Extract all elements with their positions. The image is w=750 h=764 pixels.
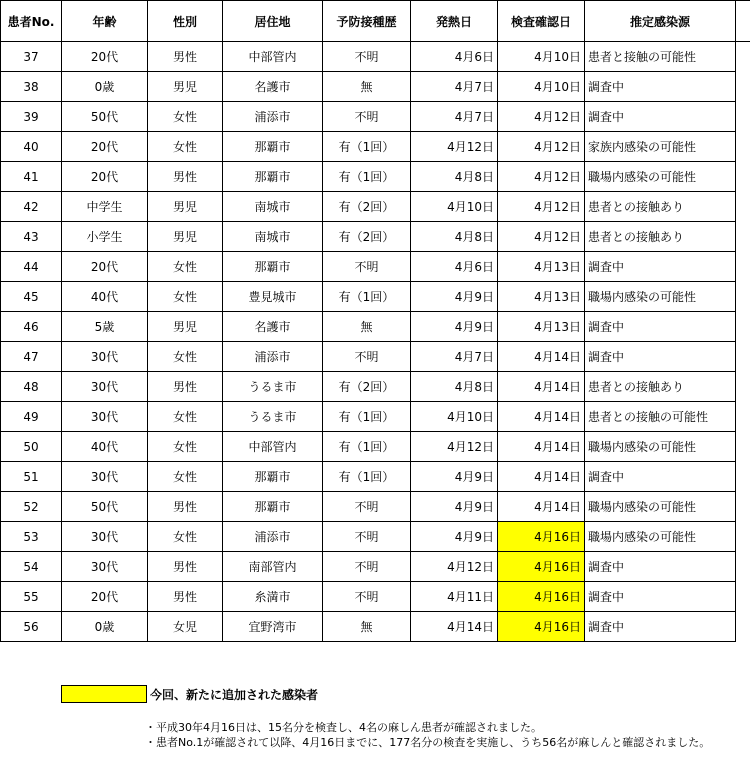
cell-fever-date: 4月7日 <box>411 72 498 102</box>
cell-infection-source: 調査中 <box>585 552 736 582</box>
cell-fever-date: 4月11日 <box>411 582 498 612</box>
table-row <box>1 132 750 162</box>
cell-residence: 南城市 <box>223 192 323 222</box>
cell-blank <box>736 282 750 312</box>
cell-confirm-date: 4月12日 <box>498 192 585 222</box>
footnote-2: ・患者No.1が確認されて以降、4月16日までに、177名分の検査を実施し、うち56名が麻しんと確認されました。 <box>145 736 711 749</box>
cell-blank <box>736 582 750 612</box>
cell-vaccination: 不明 <box>323 552 411 582</box>
cell-age: 0歳 <box>62 72 148 102</box>
cell-infection-source: 職場内感染の可能性 <box>585 492 736 522</box>
cell-age: 50代 <box>62 102 148 132</box>
cell-patient-no: 51 <box>1 462 62 492</box>
cell-sex: 女性 <box>148 282 223 312</box>
cell-fever-date: 4月8日 <box>411 372 498 402</box>
cell-vaccination: 無 <box>323 612 411 642</box>
cell-age: 小学生 <box>62 222 148 252</box>
cell-residence: 名護市 <box>223 72 323 102</box>
footnote-1: ・平成30年4月16日は、15名分を検査し、4名の麻しん患者が確認されました。 <box>145 721 542 734</box>
cell-infection-source: 調査中 <box>585 462 736 492</box>
cell-residence: 豊見城市 <box>223 282 323 312</box>
cell-patient-no: 54 <box>1 552 62 582</box>
cell-age: 30代 <box>62 462 148 492</box>
cell-infection-source: 患者との接触の可能性 <box>585 402 736 432</box>
cell-fever-date: 4月10日 <box>411 192 498 222</box>
cell-infection-source: 調査中 <box>585 252 736 282</box>
cell-blank <box>736 612 750 642</box>
table-row <box>1 42 750 72</box>
cell-blank <box>736 552 750 582</box>
cell-confirm-date: 4月12日 <box>498 132 585 162</box>
cell-vaccination: 有（1回） <box>323 132 411 162</box>
cell-age: 50代 <box>62 492 148 522</box>
cell-confirm-date: 4月16日 <box>498 612 585 642</box>
cell-patient-no: 39 <box>1 102 62 132</box>
cell-infection-source: 調査中 <box>585 72 736 102</box>
cell-patient-no: 44 <box>1 252 62 282</box>
legend <box>61 684 318 704</box>
cell-age: 40代 <box>62 432 148 462</box>
cell-infection-source: 調査中 <box>585 102 736 132</box>
cell-fever-date: 4月9日 <box>411 492 498 522</box>
cell-fever-date: 4月9日 <box>411 282 498 312</box>
table-row <box>1 72 750 102</box>
table-row <box>1 522 750 552</box>
cell-residence: 那覇市 <box>223 492 323 522</box>
cell-infection-source: 患者との接触あり <box>585 222 736 252</box>
cell-patient-no: 46 <box>1 312 62 342</box>
cell-age: 30代 <box>62 372 148 402</box>
cell-vaccination: 有（2回） <box>323 372 411 402</box>
cell-sex: 女性 <box>148 402 223 432</box>
cell-residence: 那覇市 <box>223 132 323 162</box>
cell-infection-source: 職場内感染の可能性 <box>585 162 736 192</box>
cell-patient-no: 41 <box>1 162 62 192</box>
cell-residence: 浦添市 <box>223 522 323 552</box>
cell-age: 0歳 <box>62 612 148 642</box>
cell-sex: 女性 <box>148 252 223 282</box>
cell-patient-no: 52 <box>1 492 62 522</box>
cell-confirm-date: 4月14日 <box>498 492 585 522</box>
cell-sex: 男性 <box>148 42 223 72</box>
cell-age: 40代 <box>62 282 148 312</box>
cell-fever-date: 4月12日 <box>411 432 498 462</box>
cell-sex: 女性 <box>148 522 223 552</box>
cell-vaccination: 不明 <box>323 42 411 72</box>
cell-age: 20代 <box>62 582 148 612</box>
cell-sex: 男性 <box>148 162 223 192</box>
cell-sex: 女性 <box>148 102 223 132</box>
cell-age: 20代 <box>62 252 148 282</box>
cell-infection-source: 患者との接触あり <box>585 372 736 402</box>
cell-residence: 宜野湾市 <box>223 612 323 642</box>
cell-blank <box>736 402 750 432</box>
cell-infection-source: 患者と接触の可能性 <box>585 42 736 72</box>
cell-blank <box>736 372 750 402</box>
cell-confirm-date: 4月16日 <box>498 522 585 552</box>
cell-sex: 女性 <box>148 432 223 462</box>
cell-sex: 男児 <box>148 192 223 222</box>
cell-confirm-date: 4月14日 <box>498 432 585 462</box>
header-fever-date: 発熱日 <box>411 1 498 42</box>
table-row <box>1 372 750 402</box>
cell-vaccination: 無 <box>323 72 411 102</box>
cell-patient-no: 55 <box>1 582 62 612</box>
legend-label: 今回、新たに追加された感染者 <box>150 687 319 702</box>
cell-blank <box>736 222 750 252</box>
cell-patient-no: 37 <box>1 42 62 72</box>
cell-residence: 名護市 <box>223 312 323 342</box>
cell-fever-date: 4月7日 <box>411 342 498 372</box>
cell-blank <box>736 252 750 282</box>
cell-patient-no: 42 <box>1 192 62 222</box>
cell-residence: うるま市 <box>223 372 323 402</box>
cell-confirm-date: 4月16日 <box>498 552 585 582</box>
cell-age: 20代 <box>62 162 148 192</box>
cell-residence: 那覇市 <box>223 162 323 192</box>
cell-blank <box>736 312 750 342</box>
cell-confirm-date: 4月13日 <box>498 252 585 282</box>
cell-sex: 男性 <box>148 582 223 612</box>
cell-patient-no: 56 <box>1 612 62 642</box>
footnotes <box>145 720 710 750</box>
cell-residence: 浦添市 <box>223 342 323 372</box>
cell-fever-date: 4月6日 <box>411 252 498 282</box>
cell-patient-no: 40 <box>1 132 62 162</box>
cell-fever-date: 4月6日 <box>411 42 498 72</box>
cell-confirm-date: 4月12日 <box>498 102 585 132</box>
table-body <box>1 42 750 642</box>
cell-vaccination: 有（1回） <box>323 432 411 462</box>
cell-age: 30代 <box>62 402 148 432</box>
cell-residence: 中部管内 <box>223 432 323 462</box>
cell-blank <box>736 432 750 462</box>
cell-residence: 南部管内 <box>223 552 323 582</box>
cell-infection-source: 調査中 <box>585 612 736 642</box>
legend-swatch <box>61 685 147 703</box>
cell-vaccination: 有（1回） <box>323 282 411 312</box>
cell-confirm-date: 4月16日 <box>498 582 585 612</box>
cell-sex: 男児 <box>148 72 223 102</box>
table-row <box>1 462 750 492</box>
cell-residence: 糸満市 <box>223 582 323 612</box>
cell-blank <box>736 522 750 552</box>
table-row <box>1 402 750 432</box>
cell-confirm-date: 4月10日 <box>498 42 585 72</box>
header-blank <box>736 1 750 42</box>
cell-fever-date: 4月12日 <box>411 552 498 582</box>
cell-age: 30代 <box>62 552 148 582</box>
cell-patient-no: 38 <box>1 72 62 102</box>
cell-infection-source: 調査中 <box>585 342 736 372</box>
cell-fever-date: 4月8日 <box>411 162 498 192</box>
cell-vaccination: 有（2回） <box>323 192 411 222</box>
cell-age: 30代 <box>62 522 148 552</box>
cell-blank <box>736 72 750 102</box>
cell-vaccination: 不明 <box>323 342 411 372</box>
cell-vaccination: 有（1回） <box>323 462 411 492</box>
cell-fever-date: 4月10日 <box>411 402 498 432</box>
table-row <box>1 192 750 222</box>
table-row <box>1 252 750 282</box>
cell-residence: 浦添市 <box>223 102 323 132</box>
cell-sex: 男性 <box>148 372 223 402</box>
cell-infection-source: 職場内感染の可能性 <box>585 522 736 552</box>
cell-residence: 南城市 <box>223 222 323 252</box>
cell-infection-source: 患者との接触あり <box>585 192 736 222</box>
table-row <box>1 432 750 462</box>
cell-vaccination: 無 <box>323 312 411 342</box>
cell-patient-no: 43 <box>1 222 62 252</box>
header-confirm-date: 検査確認日 <box>498 1 585 42</box>
cell-fever-date: 4月14日 <box>411 612 498 642</box>
cell-infection-source: 調査中 <box>585 312 736 342</box>
cell-blank <box>736 42 750 72</box>
table-row <box>1 282 750 312</box>
table-row <box>1 102 750 132</box>
cell-vaccination: 不明 <box>323 252 411 282</box>
cell-fever-date: 4月12日 <box>411 132 498 162</box>
cell-infection-source: 職場内感染の可能性 <box>585 282 736 312</box>
table-row <box>1 312 750 342</box>
cell-blank <box>736 462 750 492</box>
cell-age: 20代 <box>62 42 148 72</box>
table-header-row <box>1 1 750 42</box>
cell-sex: 男児 <box>148 312 223 342</box>
cell-confirm-date: 4月13日 <box>498 282 585 312</box>
cell-vaccination: 有（1回） <box>323 162 411 192</box>
table-row <box>1 162 750 192</box>
cell-blank <box>736 192 750 222</box>
cell-confirm-date: 4月12日 <box>498 162 585 192</box>
cell-fever-date: 4月7日 <box>411 102 498 132</box>
header-age: 年齢 <box>62 1 148 42</box>
cell-fever-date: 4月9日 <box>411 522 498 552</box>
header-infection-source: 推定感染源 <box>585 1 736 42</box>
cell-sex: 男性 <box>148 552 223 582</box>
cell-residence: うるま市 <box>223 402 323 432</box>
cell-sex: 女性 <box>148 462 223 492</box>
cell-fever-date: 4月9日 <box>411 462 498 492</box>
header-sex: 性別 <box>148 1 223 42</box>
table-row <box>1 552 750 582</box>
cell-confirm-date: 4月14日 <box>498 372 585 402</box>
header-residence: 居住地 <box>223 1 323 42</box>
table-row <box>1 612 750 642</box>
cell-sex: 女児 <box>148 612 223 642</box>
cell-vaccination: 有（2回） <box>323 222 411 252</box>
cell-confirm-date: 4月13日 <box>498 312 585 342</box>
cell-fever-date: 4月9日 <box>411 312 498 342</box>
cell-vaccination: 不明 <box>323 492 411 522</box>
table-row <box>1 492 750 522</box>
cell-residence: 那覇市 <box>223 462 323 492</box>
cell-age: 中学生 <box>62 192 148 222</box>
cell-vaccination: 有（1回） <box>323 402 411 432</box>
cell-age: 30代 <box>62 342 148 372</box>
cell-blank <box>736 162 750 192</box>
cell-patient-no: 47 <box>1 342 62 372</box>
cell-blank <box>736 342 750 372</box>
cell-patient-no: 50 <box>1 432 62 462</box>
cell-patient-no: 48 <box>1 372 62 402</box>
cell-residence: 那覇市 <box>223 252 323 282</box>
cell-age: 5歳 <box>62 312 148 342</box>
cell-confirm-date: 4月14日 <box>498 462 585 492</box>
header-vaccination: 予防接種歴 <box>323 1 411 42</box>
cell-vaccination: 不明 <box>323 582 411 612</box>
header-patient-no: 患者No. <box>1 1 62 42</box>
table-row <box>1 582 750 612</box>
cell-patient-no: 45 <box>1 282 62 312</box>
cell-confirm-date: 4月14日 <box>498 342 585 372</box>
table-row <box>1 222 750 252</box>
cell-sex: 女性 <box>148 132 223 162</box>
cell-confirm-date: 4月10日 <box>498 72 585 102</box>
cell-confirm-date: 4月12日 <box>498 222 585 252</box>
cell-patient-no: 49 <box>1 402 62 432</box>
cell-confirm-date: 4月14日 <box>498 402 585 432</box>
cell-fever-date: 4月8日 <box>411 222 498 252</box>
cell-sex: 男性 <box>148 492 223 522</box>
cell-age: 20代 <box>62 132 148 162</box>
cell-sex: 女性 <box>148 342 223 372</box>
cell-patient-no: 53 <box>1 522 62 552</box>
cell-vaccination: 不明 <box>323 522 411 552</box>
table-row <box>1 342 750 372</box>
cell-residence: 中部管内 <box>223 42 323 72</box>
cell-blank <box>736 132 750 162</box>
cell-infection-source: 調査中 <box>585 582 736 612</box>
cell-infection-source: 家族内感染の可能性 <box>585 132 736 162</box>
cell-infection-source: 職場内感染の可能性 <box>585 432 736 462</box>
cell-sex: 男児 <box>148 222 223 252</box>
cell-vaccination: 不明 <box>323 102 411 132</box>
cell-blank <box>736 492 750 522</box>
cell-blank <box>736 102 750 132</box>
